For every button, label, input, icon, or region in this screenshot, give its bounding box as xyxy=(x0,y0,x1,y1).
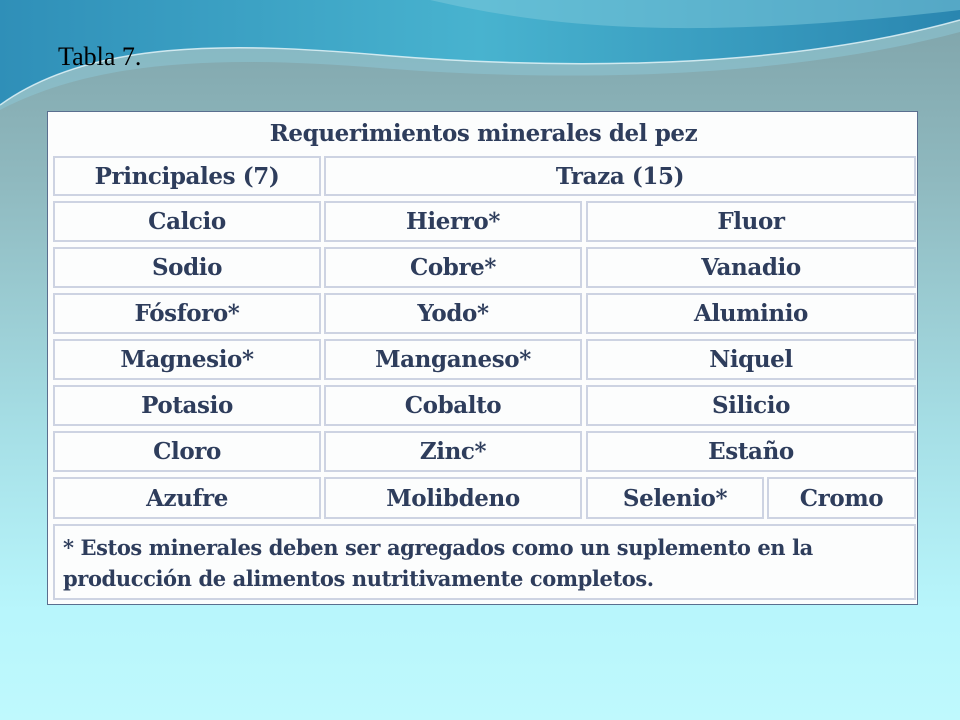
header-wave-decoration xyxy=(0,0,960,110)
table-cell: Potasio xyxy=(53,385,321,426)
table-cell: Estaño xyxy=(586,431,916,472)
table-title: Requerimientos minerales del pez xyxy=(269,119,698,147)
table-cell: Vanadio xyxy=(586,247,916,288)
table-cell: Cobalto xyxy=(324,385,582,426)
table-footnote xyxy=(53,524,916,600)
header-principal: Principales (7) xyxy=(53,156,321,196)
table-cell: Niquel xyxy=(586,339,916,380)
table-cell: Yodo* xyxy=(324,293,582,334)
table-cell: Manganeso* xyxy=(324,339,582,380)
table-cell: Zinc* xyxy=(324,431,582,472)
table-cell: Cromo xyxy=(767,477,916,519)
table-cell: Aluminio xyxy=(586,293,916,334)
table-cell: Magnesio* xyxy=(53,339,321,380)
table-cell: Fósforo* xyxy=(53,293,321,334)
table-cell: Silicio xyxy=(586,385,916,426)
table-cell: Cobre* xyxy=(324,247,582,288)
minerals-table xyxy=(47,111,918,605)
table-cell: Sodio xyxy=(53,247,321,288)
table-cell: Molibdeno xyxy=(324,477,582,519)
footnote-line: * Estos minerales deben ser agregados como un suplemento en la xyxy=(63,535,813,560)
footnote-line: producción de alimentos nutritivamente completos. xyxy=(63,566,654,591)
table-cell: Selenio* xyxy=(586,477,764,519)
table-cell: Cloro xyxy=(53,431,321,472)
table-cell: Hierro* xyxy=(324,201,582,242)
slide-title: Tabla 7. xyxy=(58,42,142,71)
table-cell: Fluor xyxy=(586,201,916,242)
table-cell: Calcio xyxy=(53,201,321,242)
table-cell: Azufre xyxy=(53,477,321,519)
header-trace: Traza (15) xyxy=(324,156,916,196)
